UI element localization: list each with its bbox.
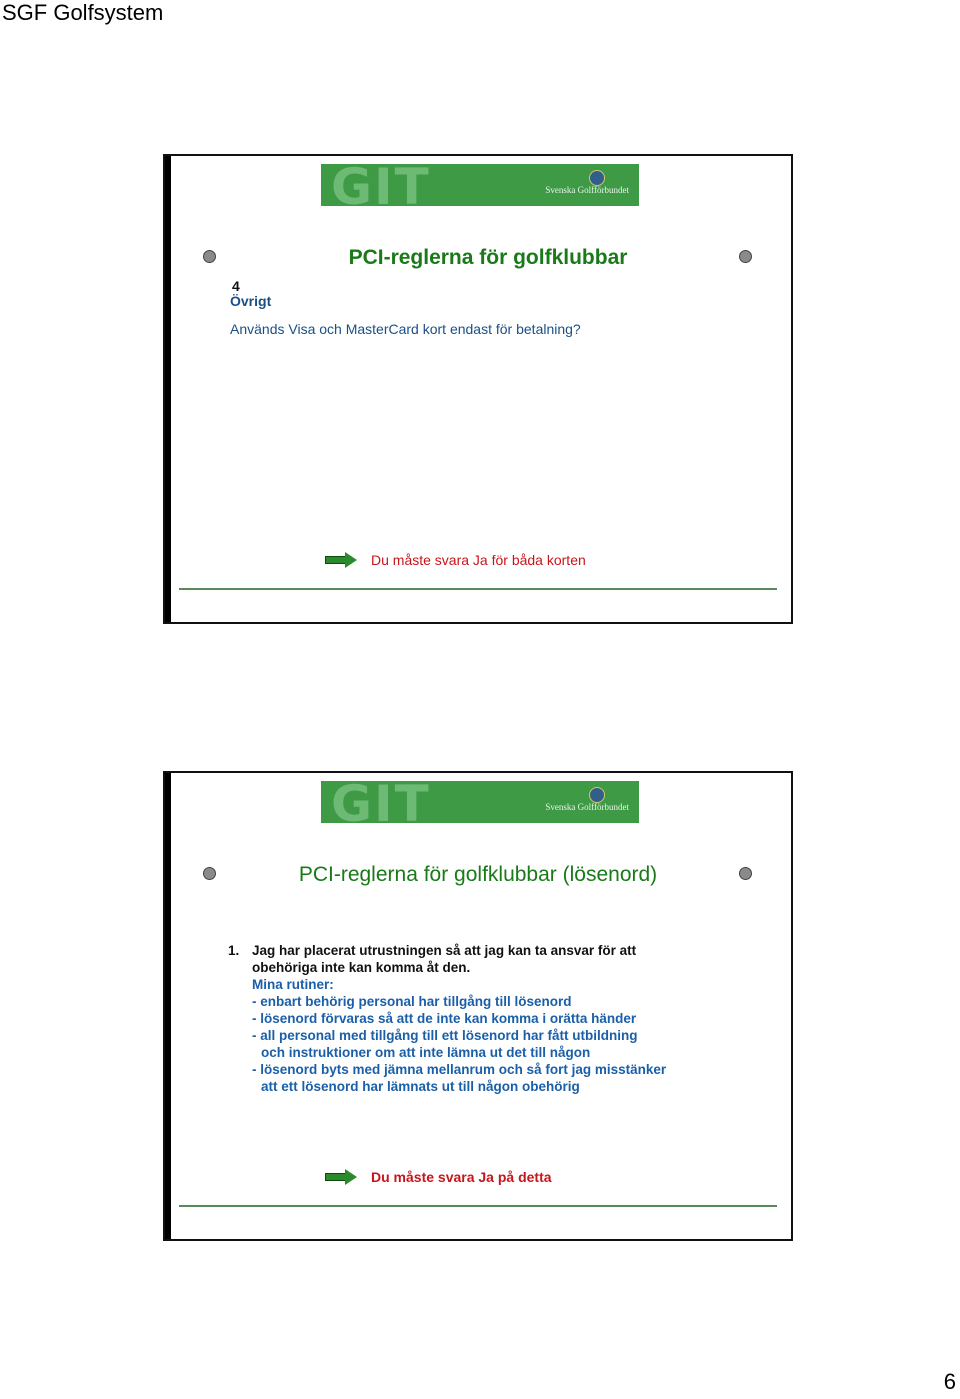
git-banner-logo [321, 164, 639, 206]
crest-icon [589, 787, 605, 803]
document-header-title: SGF Golfsystem [2, 0, 164, 25]
routine-line: - lösenord byts med jämna mellanrum och så fort jag misstänker [252, 1062, 667, 1077]
routine-line: och instruktioner om att inte lämna ut det till någon [261, 1045, 591, 1060]
item-text-line: obehöriga inte kan komma åt den. [252, 960, 471, 975]
routine-line: - enbart behörig personal har tillgång till lösenord [252, 994, 572, 1009]
section-name: Övrigt [230, 293, 272, 309]
crest-icon [589, 170, 605, 186]
git-banner-logo [321, 781, 639, 823]
slide-ovrigt [163, 154, 793, 624]
git-logo-text: GIT [331, 781, 431, 823]
answer-text: Du måste svara Ja på detta [371, 1169, 552, 1185]
footer-rule [179, 1205, 777, 1207]
brand-text: Svenska Golfförbundet [545, 802, 629, 812]
page-number: 6 [943, 1369, 956, 1394]
slide-losenord [163, 771, 793, 1241]
item-text-line: Jag har placerat utrustningen så att jag kan ta ansvar för att [252, 943, 637, 958]
footer-rule [179, 588, 777, 590]
answer-row [325, 552, 586, 568]
checklist-item [228, 942, 748, 1095]
question-text: Används Visa och MasterCard kort endast för betalning? [230, 321, 581, 337]
routine-heading: Mina rutiner: [252, 977, 334, 992]
slide-title: PCI-reglerna för golfklubbar [348, 246, 628, 269]
brand-text: Svenska Golfförbundet [545, 185, 629, 195]
slide-title: PCI-reglerna för golfklubbar (lösenord) [298, 863, 658, 886]
routine-line: att ett lösenord har lämnats ut till någon obehörig [261, 1079, 580, 1094]
routine-line: - all personal med tillgång till ett lösenord har fått utbildning [252, 1028, 638, 1043]
item-number: 1. [228, 943, 240, 958]
git-logo-text: GIT [331, 164, 431, 206]
answer-text: Du måste svara Ja för båda korten [371, 552, 586, 568]
section-number: 4 [232, 278, 240, 294]
arrow-right-icon [325, 1171, 357, 1183]
arrow-right-icon [325, 554, 357, 566]
answer-row [325, 1169, 552, 1185]
routine-line: - lösenord förvaras så att de inte kan komma i orätta händer [252, 1011, 637, 1026]
